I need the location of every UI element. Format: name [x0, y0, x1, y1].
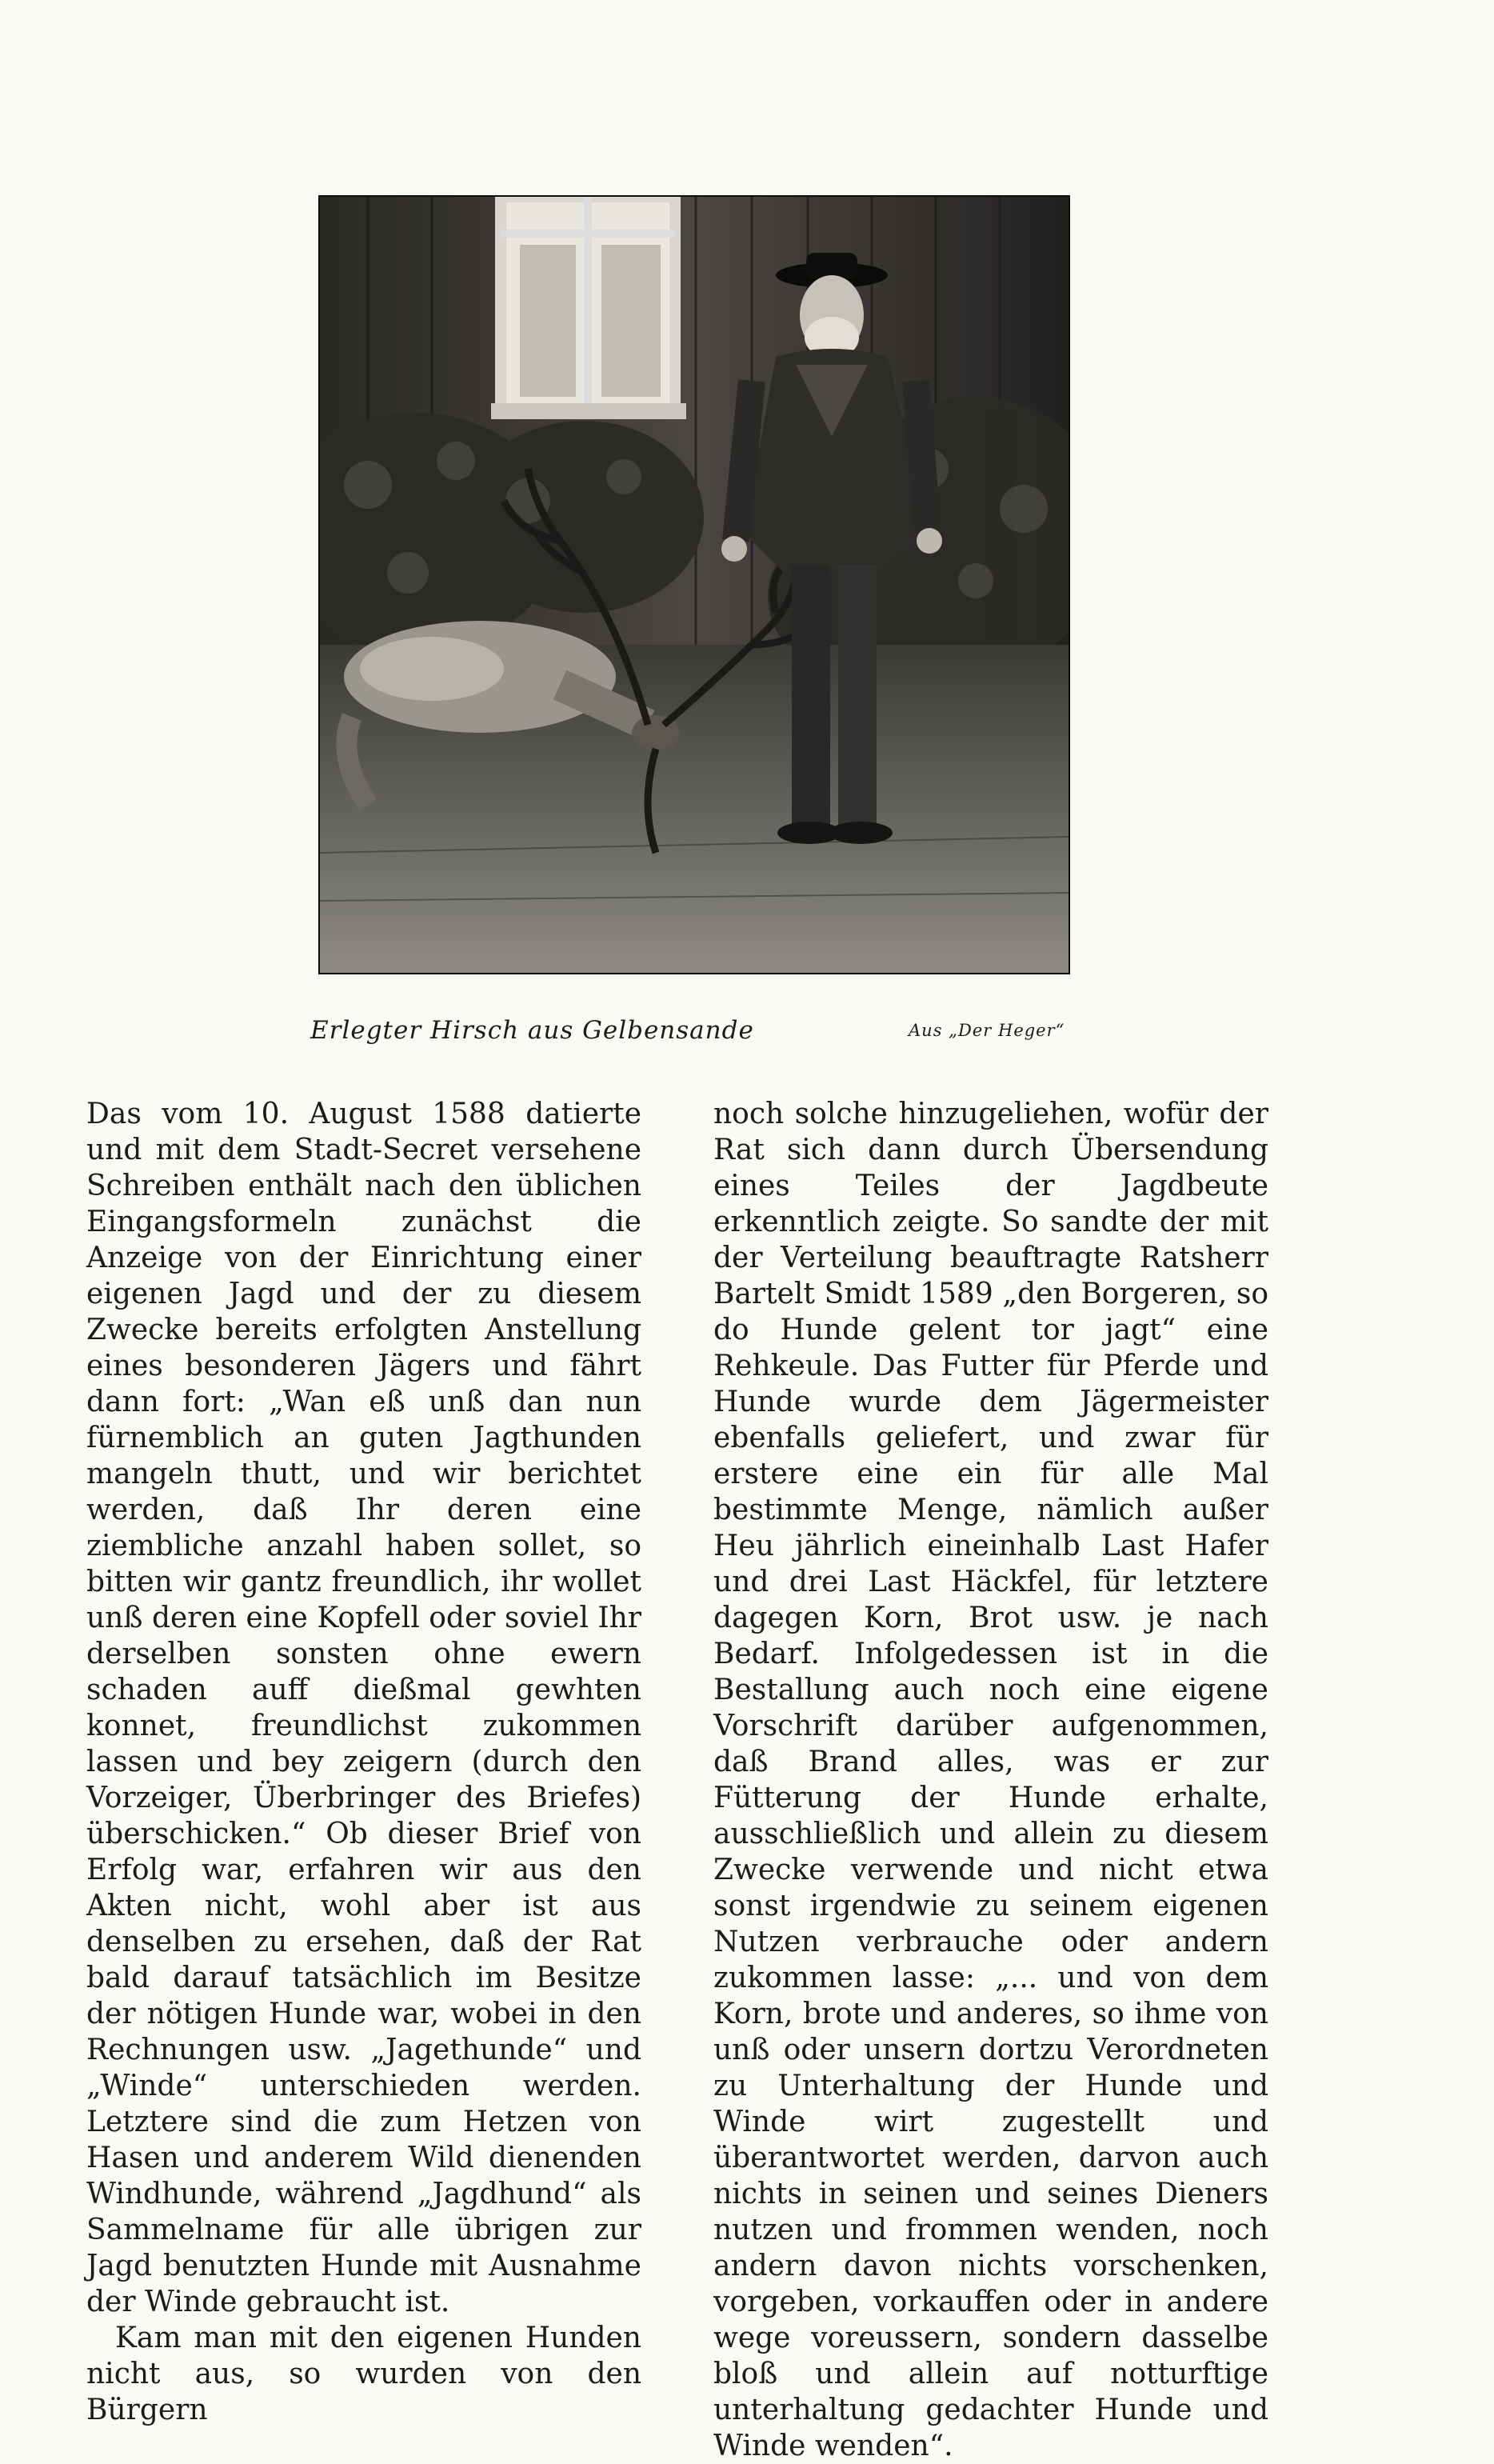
paragraph: Kam man mit den eigenen Hunden nicht aus, so wurden von den Bürgern [86, 2322, 641, 2426]
window-shape [491, 197, 686, 419]
paragraph: noch solche hinzugeliehen, wofür der Rat sich dann durch Übersendung eines Teiles der Jagdbeute erkenntlich zeigte. So sandte der mit der Verteilung beauftragte Ratsherr Bartelt Smidt 1589 „den Borgeren, so do Hunde gelent tor jagt“ eine Rehkeule. Das Futter für Pferde und Hunde wurde dem Jägermeister ebenfalls geliefert, und zwar für erstere eine ein für alle Mal bestimmte Menge, nämlich außer Heu jährlich eineinhalb Last Hafer und drei Last Häckfel, für letztere dagegen Korn, Brot usw. je nach Bedarf. Infolgedessen ist in die Bestallung auch noch eine eigene Vorschrift darüber aufgenommen, daß Brand alles, was er zur Fütterung der Hunde erhalte, ausschließlich und allein zu diesem Zwecke verwende und nicht etwa sonst irgendwie zu seinem eigenen Nutzen verbrauche oder andern zukommen lasse: „... und von dem Korn, brote und anderes, so ihme von unß oder unsern dortzu Verordneten zu Unterhaltung der Hunde und Winde wirt zugestellt und überantwortet werden, darvon auch nichts in seinen und seines Dieners nutzen und frommen wenden, noch andern davon nichts vorschenken, vorgeben, vorkauffen oder in andere wege voreussern, sondern dasselbe bloß und allein auf notturftige unterhaltung gedachter Hunde und Winde wenden“. [713, 1098, 1268, 2462]
photo-illustration [320, 197, 1069, 973]
photograph-hunter-with-deer [318, 195, 1070, 974]
paragraph: Das vom 10. August 1588 datierte und mit dem Stadt-Secret versehene Schreiben enthält nach den üblichen Eingangsformeln zunächst die Anzeige von der Einrichtung einer eigenen Jagd und der zu diesem Zwecke bereits erfolgten Anstellung eines besonderen Jägers und fährt dann fort: „Wan eß unß dan nun fürnemblich an guten Jagthunden mangeln thutt, und wir berichtet werden, daß Ihr deren eine ziembliche anzahl haben sollet, so bitten wir gantz freundlich, ihr wollet unß deren eine Kopfell oder soviel Ihr derselben sonsten ohne ewern schaden auff dießmal gewhten konnet, freundlichst zukommen lassen und bey zeigern (durch den Vorzeiger, Überbringer des Briefes) überschicken.“ Ob dieser Brief von Erfolg war, erfahren wir aus den Akten nicht, wohl aber ist aus denselben zu ersehen, daß der Rat bald darauf tatsächlich im Besitze der nötigen Hunde war, wobei in den Rechnungen usw. „Jagethunde“ und „Winde“ unterschieden werden. Letztere sind die zum Hetzen von Hasen und anderem Wild dienenden Windhunde, während „Jagdhund“ als Sammelname für alle übrigen zur Jagd benutzten Hunde mit Ausnahme der Winde gebraucht ist. [86, 1098, 641, 2318]
figure-credit: Aus „Der Heger“ [909, 1021, 1065, 1040]
text-column-right [713, 1096, 1268, 2464]
figure-caption: Erlegter Hirsch aus Gelbensande [310, 1016, 754, 1045]
text-column-left [86, 1096, 641, 2428]
